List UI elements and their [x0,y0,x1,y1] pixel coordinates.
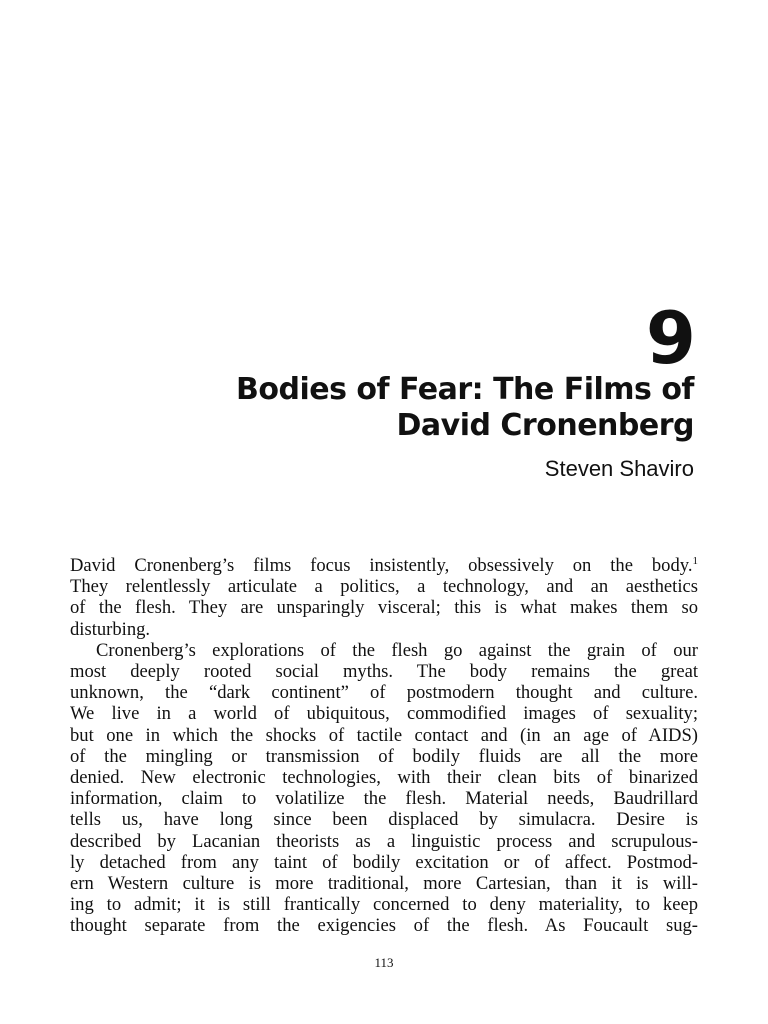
text-line: described by Lacanian theorists as a linguistic process and scrupulous- [70,830,698,852]
text-line: most deeply rooted social myths. The body remains the great [70,661,698,683]
footnote-reference[interactable]: 1 [692,555,698,567]
text-line: We live in a world of ubiquitous, commodified images of sexuality; [70,703,698,725]
paragraph-1 [70,555,698,640]
chapter-title-line: David Cronenberg [396,408,694,443]
text-line: denied. New electronic technologies, with their clean bits of binarized [70,767,698,789]
chapter-number: 9 [645,296,694,380]
text-line: of the mingling or transmission of bodily fluids are all the more [70,745,698,767]
text-line [70,555,698,576]
text-line: thought separate from the exigencies of the flesh. As Foucault sug- [70,915,698,937]
page-number: 113 [374,955,394,970]
author-name: Steven Shaviro [544,456,694,481]
text-line: ly detached from any taint of bodily excitation or of affect. Postmod- [70,851,698,873]
text-line: but one in which the shocks of tactile contact and (in an age of AIDS) [70,724,698,746]
text-line: unknown, the “dark continent” of postmodern thought and culture. [70,682,698,704]
text-line: Cronenberg’s explorations of the flesh go against the grain of our [96,639,698,661]
text-line: They relentlessly articulate a politics, a technology, and an aesthetics [70,576,698,598]
chapter-title [74,372,694,444]
text-line: of the flesh. They are unsparingly visceral; this is what makes them so [70,597,698,619]
text-line: tells us, have long since been displaced by simulacra. Desire is [70,809,698,831]
text-line-content: David Cronenberg’s films focus insistently, obsessively on the body. [70,555,693,576]
text-line: information, claim to volatilize the flesh. Material needs, Baudrillard [70,788,698,810]
text-line: disturbing. [70,618,151,640]
text-line: ing to admit; it is still frantically concerned to deny materiality, to keep [70,894,698,916]
text-line: ern Western culture is more traditional, more Cartesian, than it is will- [70,873,698,895]
paragraph-2 [70,640,698,937]
body-text [70,555,698,937]
chapter-title-line: Bodies of Fear: The Films of [236,372,694,407]
